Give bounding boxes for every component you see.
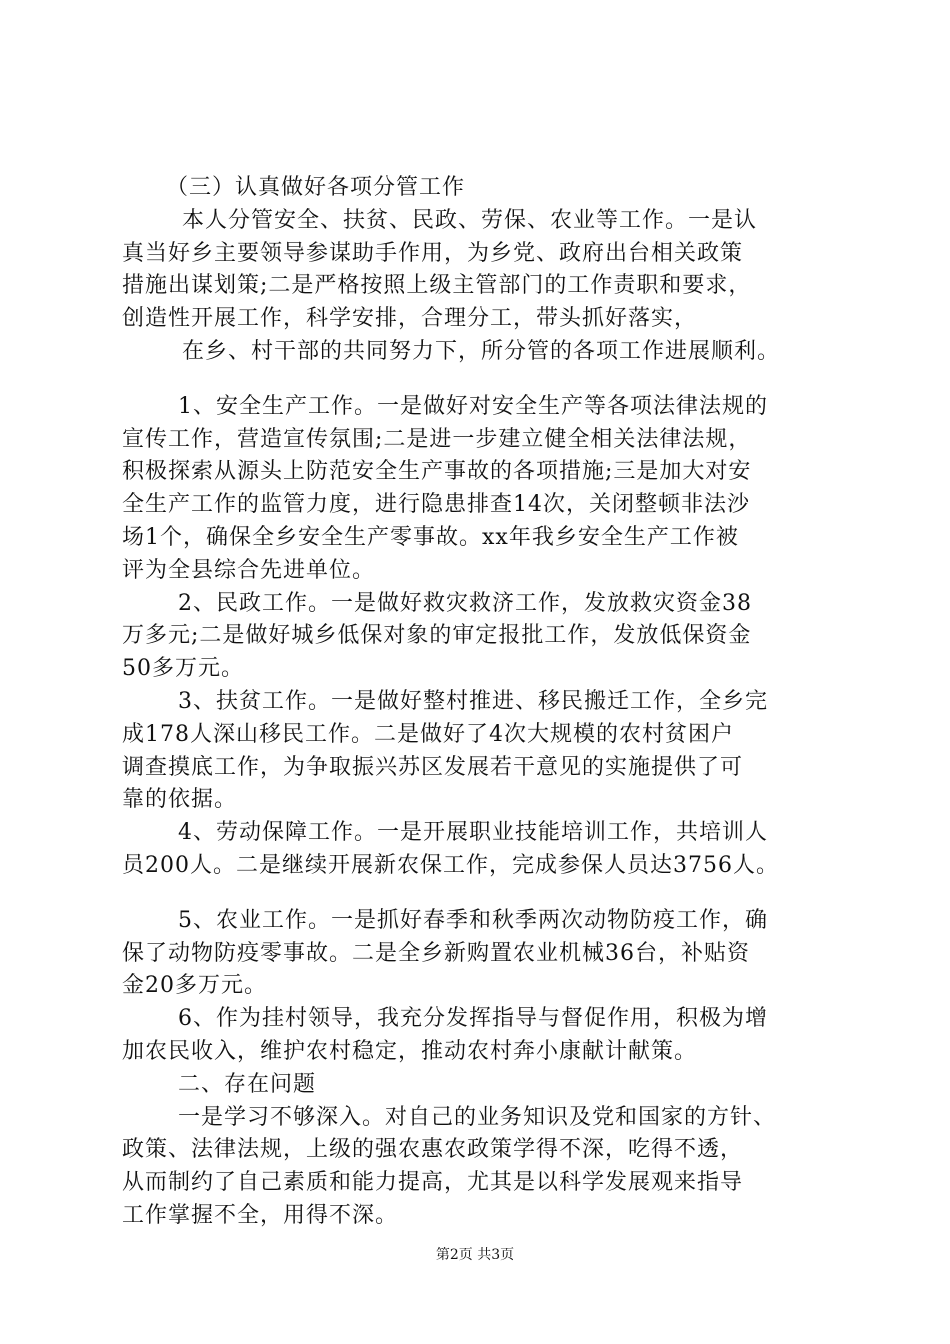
paragraph-gap: [122, 883, 840, 905]
paragraph-line: 加农民收入，维护农村稳定，推动农村奔小康献计献策。: [122, 1038, 698, 1064]
paragraph-line: 万多元;二是做好城乡低保对象的审定报批工作，发放低保资金: [122, 623, 752, 649]
document-body: [122, 172, 840, 1233]
paragraph-line: 全生产工作的监管力度，进行隐患排查14次，关闭整顿非法沙: [122, 492, 750, 518]
paragraph-line: 积极探索从源头上防范安全生产事故的各项措施;三是加大对安: [122, 459, 752, 485]
paragraph-line: 6、作为挂村领导，我充分发挥指导与督促作用，积极为增: [178, 1006, 768, 1032]
paragraph-line: 保了动物防疫零事故。二是全乡新购置农业机械36台，补贴资: [122, 940, 750, 966]
paragraph-line: 一是学习不够深入。对自己的业务知识及党和国家的方针、: [178, 1104, 777, 1130]
paragraph-line: 5、农业工作。一是抓好春季和秋季两次动物防疫工作，确: [178, 907, 768, 933]
paragraph-line: 从而制约了自己素质和能力提高，尤其是以科学发展观来指导: [122, 1170, 744, 1196]
section-heading: 二、存在问题: [178, 1071, 317, 1097]
paragraph-line: 真当好乡主要领导参谋助手作用，为乡党、政府出台相关政策: [122, 240, 744, 266]
paragraph-line: 金20多万元。: [122, 973, 267, 999]
paragraph-line: 本人分管安全、扶贫、民政、劳保、农业等工作。一是认: [182, 207, 758, 233]
paragraph-line: 工作掌握不全，用得不深。: [122, 1202, 399, 1228]
paragraph-line: 场1个，确保全乡安全生产零事故。xx年我乡安全生产工作被: [122, 524, 739, 550]
paragraph-line: 2、民政工作。一是做好救灾救济工作，发放救灾资金38: [178, 590, 752, 616]
paragraph-line: 措施出谋划策;二是严格按照上级主管部门的工作责职和要求，: [122, 273, 752, 299]
paragraph-line: 评为全县综合先进单位。: [122, 557, 376, 583]
paragraph-line: 员200人。二是继续开展新农保工作，完成参保人员达3756人。: [122, 852, 779, 878]
paragraph-gap: [122, 369, 840, 391]
paragraph-line: 成178人深山移民工作。二是做好了4次大规模的农村贫困户: [122, 721, 734, 747]
paragraph-line: 政策、法律法规，上级的强农惠农政策学得不深，吃得不透，: [122, 1137, 744, 1163]
paragraph-line: 宣传工作，营造宣传氛围;二是进一步建立健全相关法律法规，: [122, 426, 752, 452]
section-heading: （三）认真做好各项分管工作: [166, 175, 466, 200]
paragraph-line: 在乡、村干部的共同努力下，所分管的各项工作进展顺利。: [182, 338, 781, 364]
paragraph-line: 创造性开展工作，科学安排，合理分工，带头抓好落实，: [122, 306, 698, 332]
paragraph-line: 靠的依据。: [122, 787, 238, 813]
paragraph-line: 3、扶贫工作。一是做好整村推进、移民搬迁工作，全乡完: [178, 688, 768, 714]
paragraph-line: 50多万元。: [122, 656, 244, 682]
page-footer: 第2页 共3页: [435, 1247, 515, 1263]
paragraph-line: 1、安全生产工作。一是做好对安全生产等各项法律法规的: [178, 393, 768, 419]
paragraph-line: 4、劳动保障工作。一是开展职业技能培训工作，共培训人: [178, 820, 768, 846]
paragraph-line: 调查摸底工作，为争取振兴苏区发展若干意见的实施提供了可: [122, 754, 744, 780]
